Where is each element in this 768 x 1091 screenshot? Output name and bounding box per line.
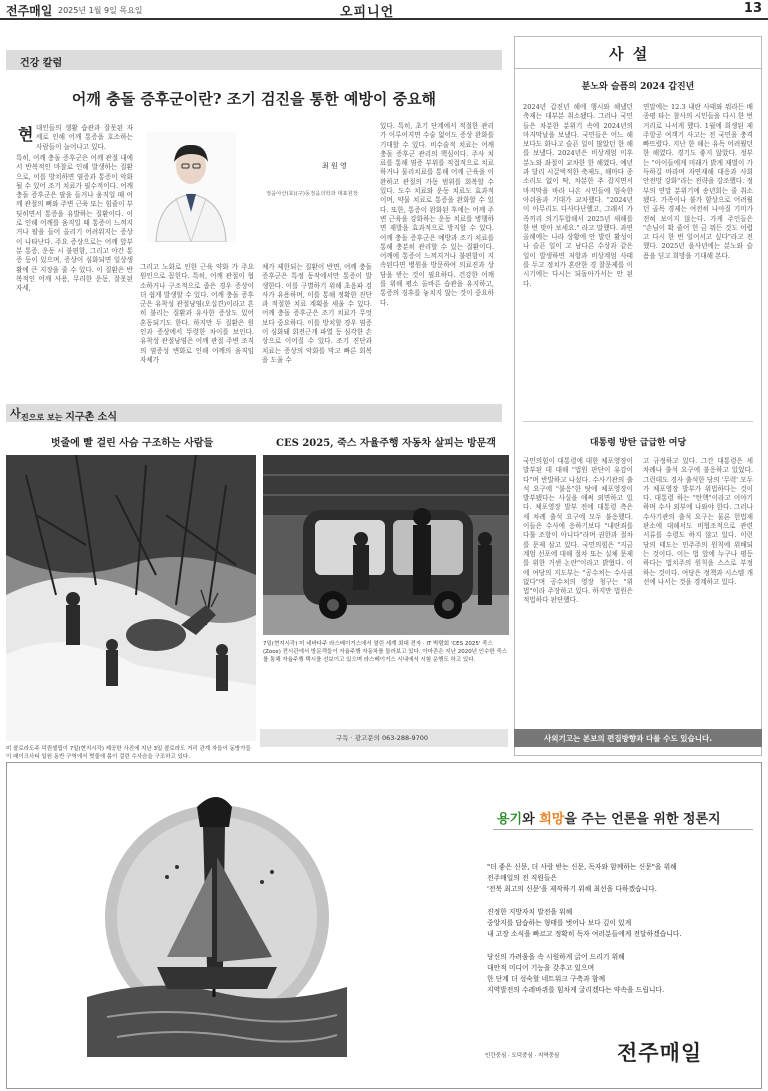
- editorial-1-col1: 2024년 갑진년 해에 행시와 해냈던 축제는 대부분 취소됐다. 그러나 국민들은 차분한 분위기 속에 2024년의 마지막날을 보냈다. 국민들은 어느 해보다도 화나고 슬픈 일이 많았던 한 해를 보냈다. 2024년은 비상계엄 이후 분노와 좌절이 교차한 한 해였다. 예년과 달리 시끌벅적한 축제도, 해마다 종소리도 없이 딱, 차분한 추 잡지면서 마지막을 바라 나온 시민들에 엄숙한 아쉬움과 기대가 교차했다. "2024년이 아무리도 다사다난했고, 그래서 가족끼리 의기투합해서 2025년 새해를 한 번 맞아 보세요." 라고 말했다. 과연 올해에는 나라 상황에 안 발린 활성이나 슬픈 일이 고 남다른 수상과 같은 일이 발생하면 저항과 비상계엄 사태를 두고 정치가 혼란한 경 찰문제를 이 시기에는 다시는 되돌아가서는 안 된다.: [523, 103, 633, 288]
- editorial-divider: [523, 421, 753, 422]
- health-col4: 있다. 특히, 초기 단계에서 적절한 관리가 이루어지면 수술 없이도 증상 완화를 기대할 수 있다. 비수술적 치료는 어깨 충돌 증후군 관리의 핵심이다. 주사 치료를 통해 염증 부위를 직접적으로 치료하거나 물리치료를 통해 어깨 근육을 이완하고 관절의 가동 범위를 회복할 수 있다. 도수 치료와 운동 치료도 효과적이며, 약물 치료로 통증을 완화할 수 있다. 또한, 통증이 완화된 후에는 어깨 주변 근육을 강화하는 운동 치료를 병행하면 재발을 효과적으로 방지할 수 있다. 어깨 충돌 증후군은 예방과 조기 치료를 통해 충분히 관리할 수 있는 질환이다. 어깨에 통증이 느껴지거나 불편함이 지속된다면 병원을 방문하여 의료진과 상담을 받는 것이 필요하다. 건강한 어깨를 위해 평소 올바른 습관을 유지하고, 통증의 징후를 놓치지 않는 것이 중요하다.: [380, 122, 494, 307]
- photo-left-title: 벗줄에 빨 걸린 사슴 구조하는 사람들: [50, 438, 214, 449]
- ces-zoox-photo: [263, 455, 509, 635]
- ad-divider-1: [493, 829, 753, 830]
- paper-name: 전주매일: [6, 4, 53, 18]
- ad-illustration: [17, 767, 457, 1087]
- masthead: [0, 0, 768, 20]
- photo-left-caption: 미 콜로라도주 덕퀀셀립이 7일(현지시각) 제공한 사진에 지난 3일 콜로라도 거리 관계 자들이 동방가들이 래이크사티 일원 동반 구역에서 벗줄에 몸이 걸린 수사슴을 구조하고 있다.: [6, 746, 251, 760]
- editorial-title-1: 분노와 슬픔의 2024 갑진년: [581, 82, 695, 92]
- deer-rescue-photo: [6, 455, 256, 741]
- ad-paragraph-1: "더 좋은 신문, 더 사랑 받는 신문, 독자와 함께하는 신문"을 위해 전주매일의 전 직원들은 '전북 최고의 신문'을 제작하기 위해 최선을 다하겠습니다.: [487, 863, 677, 893]
- dropcap: 현: [18, 125, 34, 144]
- editorial-title-2: 대통령 방탄 급급한 여당: [589, 438, 687, 448]
- photo-news-label-initial: 사: [10, 407, 21, 420]
- ad-brand-tagline: 인간중심 · 도덕중심 · 지역중심: [485, 1053, 560, 1059]
- editorial: [514, 36, 762, 756]
- author-box: [146, 132, 374, 258]
- ad-brand-logo: 전주매일: [617, 1041, 703, 1065]
- editorial-1-col2: 연말에는 12.3 내란 사태와 뭐라든 배종평 타는 참사의 시민들을 다시 한 번 거리로 나서게 했다. 1월에 희생된 제주항공 여객기 사고는 전 국민을 충격 빠뜨렸다. 지난 한 해는 유독 어려웠던 한 해였다. 경기도 좋지 않았다. 정부는 "아이들에게 미래가 밝게 재벌이 가득하길 바라며 자연재해 대응과 사회 안전망 강화"라는 전략을 강조했다. 정부의 연말 분위기에 송년회는 줄 취소됐다. 가족이나 불가 함상으로 어려웠던 골목 경제는 여전히 나아질 기미가 전혀 보이지 않는다. 가게 주인들은 "손님이 확 줄어 헌 금 뭐든 것도 어렵고 다시 한 번 일어서고 싶다"라고 전했다. 2025년 을사년에는 분노와 슬픔을 딛고 희망을 기대해 본다.: [643, 103, 753, 260]
- subscription-bar: [260, 729, 508, 747]
- page-number: 13: [743, 1, 762, 16]
- health-column-label: 건강 칼럼: [20, 58, 63, 69]
- policy-bar: [514, 729, 762, 747]
- author-name: 최 원 영: [322, 162, 347, 170]
- photo-right-title: CES 2025, 죽스 자율주행 자동차 살피는 방문객: [276, 438, 496, 449]
- section-title: 오피니언: [340, 5, 395, 20]
- ad-paragraph-2: 진정한 지방자치 발전을 위해 중앙지를 답습하는 형태를 벗어나 보다 깊이 있게 내 고장 소식을 빠르고 정확히 독자 여러분들에게 전달하겠습니다.: [487, 908, 682, 938]
- health-col3: 체가 제한되는 질환이 반면, 어깨 충돌 증후군은 특정 동작에서만 통증이 발생한다. 이를 구별하기 위해 초음파 검사가 유용하며, 이를 통해 정확한 진단과 적절한 치료 계획을 세울 수 있다. 어깨 충돌 증후군은 조기 치료가 무엇보다 중요하다. 이를 방치할 경우 염증이 심화돼 회전근개 파열 등 심각한 손상으로 이어질 수 있다. 조기 진단과 치료는 증상의 악화를 막고 빠른 회복을 도울 수: [262, 263, 372, 364]
- editorial-heading: 사 설: [609, 45, 650, 63]
- ad-slogan: 용기와 희망을 주는 언론을 위한 정론지: [497, 812, 721, 827]
- health-col1-top: 대인들의 생활 습관과 잘못된 자세로 인해 어깨 통증을 호소하는 사람들이 늘어나고 있다.: [36, 124, 133, 151]
- photo-news-label: 진으로 보는 지구촌 소식: [21, 412, 118, 423]
- health-column-label-bar: [6, 50, 502, 70]
- ad-paragraph-3: 당신의 가려움을 속 시원하게 긁어 드리기 위해 대안적 미디어 기능을 갖추고 있으며 한 단계 더 성숙할 네트워크 구축과 함께 지역발전의 수레바퀴를 힘차게 굴리겠다는 약속을 드립니다.: [487, 953, 665, 994]
- author-affiliation: 정읍아산(효)(구)동정읍의학과 대표원장: [266, 191, 358, 197]
- subscription-info: 구독 · 광고문의 063-288-9700: [336, 734, 428, 742]
- issue-date: 2025년 1월 9일 목요일: [58, 6, 143, 15]
- editorial-header: [515, 37, 761, 69]
- newspaper-ad: [6, 762, 762, 1089]
- health-column: [6, 50, 502, 395]
- photo-news-label-bar: [6, 404, 502, 422]
- photo-right-caption: 7일(현지시각) 미 네바다주 라스베이거스에서 열린 세계 최대 전자 · IT 박람회 'CES 2025' 죽스(Zoox) 전시관에서 방문객들이 자율주행 자동차를 둘러보고 있다. 아마존은 지난 2020년 인수한 죽스를 통해 자율주행 택시를 선보이고 있으며 라스베이거스 시내에서 시험 운행도 하고 있다.: [263, 641, 508, 663]
- health-col1: 특히, 어깨 충돌 증후군은 어깨 관절 내에서 반복적인 마찰로 인해 발생하는 질환으로, 이를 방치하면 염증과 통증이 악화될 수 있어 조기 치료가 필수적이다. 어깨 충돌 증후군은 팔을 들거나 움직일 때 어깨 관절의 뼈와 주변 근육 또는 힘줄이 부딪히면서 통증을 유발하는 질환이다. 이로 인해 어깨를 움직일 때 통증이 느껴지거나 팔을 들어 올리기 어려워지는 증상이 나타난다. 주요 증상으로는 어깨 앞부분 통증, 운동 시 불편함, 그리고 야간 통증 등이 있으며, 증상이 심화되면 일상생활에 큰 지장을 줄 수 있다. 이 질환은 반복적인 어깨 사용, 무리한 운동, 잘못된 자세,: [16, 154, 133, 293]
- editorial-2-col2: 고 규정하고 있다. 그간 대통령은 세 차례나 출석 요구에 불응하고 있었다. 그런데도 경사 출석한 당의 '무력' 모두가 체포영장 발부가 위법하다는 것이다. 대통령 하는 "탄핵"이라고 이야기하며 수사 외부에 나와야 한다. 그러나 수사기관의 출석 요구는 물론 헌법재판소에 대해서도 비협조적으로 관련 서류를 수령도 하지 않고 있다. 이런 당의 태도는 민주주의 원칙에 위배되는 것이다. 이는 법 앞에 누구나 평등하다는 법치주의 원칙을 스스로 부정하는 것이다. 여당은 정책과 시스템 개선에 나서는 것을 경계하고 있다.: [643, 457, 753, 586]
- editorial-2-col1: 국민의힘이 대통령에 대한 체포영장이 발부된 데 대해 "법원 판단이 유감이다"며 반발하고 나섰다. 수사기관의 출석 요구에 "불응"한 탓에 체포영장이 발부됐다는 사실을 애써 외면하고 있다. 체포영장 발부 전에 대통령 측은 세 차례 출석 요구에 모두 불응했다. 이들은 수사에 응하기보다 "내란죄를 다툴 조항이 아니다"라며 권한과 절차를 문제 삼고 있다. 국민의힘은 "지금 계엄 선포에 대해 절차 또는 실체 문제를 위한 거센 논란"이라고 밝혔다. 이에 여당의 지도부는 "공수처는 수사권 없다"며 공수처의 영장 청구는 "위법"이라 주장하고 있다. 하지만 법원은 적법하다 판단했다.: [523, 457, 633, 605]
- health-col2: 그리고 노화로 인한 근육 약화 가 주요 원인으로 꼽힌다. 특히, 어깨 관절이 협소하거나 구조적으로 좁은 경우 증상이 더 쉽게 발생할 수 있다. 어깨 충돌 증후군은 유착성 관절낭염(오십견)이라고 흔히 불리는 질환과 유사한 증상도 있어 혼동되기도 한다. 하지만 두 질환은 원인과 증상에서 뚜렷한 차이를 보인다. 유착성 관절낭염은 어깨 관절 주변 조직의 염증성 변화로 인해 어깨의 움직임 자체가: [140, 263, 254, 364]
- author-photo: [146, 132, 236, 242]
- policy-notice: 사외기고는 본보의 편집방향과 다를 수도 있습니다.: [544, 734, 713, 743]
- health-column-title: 어깨 충돌 증후군이란? 조기 검진을 통한 예방이 중요해: [71, 90, 437, 108]
